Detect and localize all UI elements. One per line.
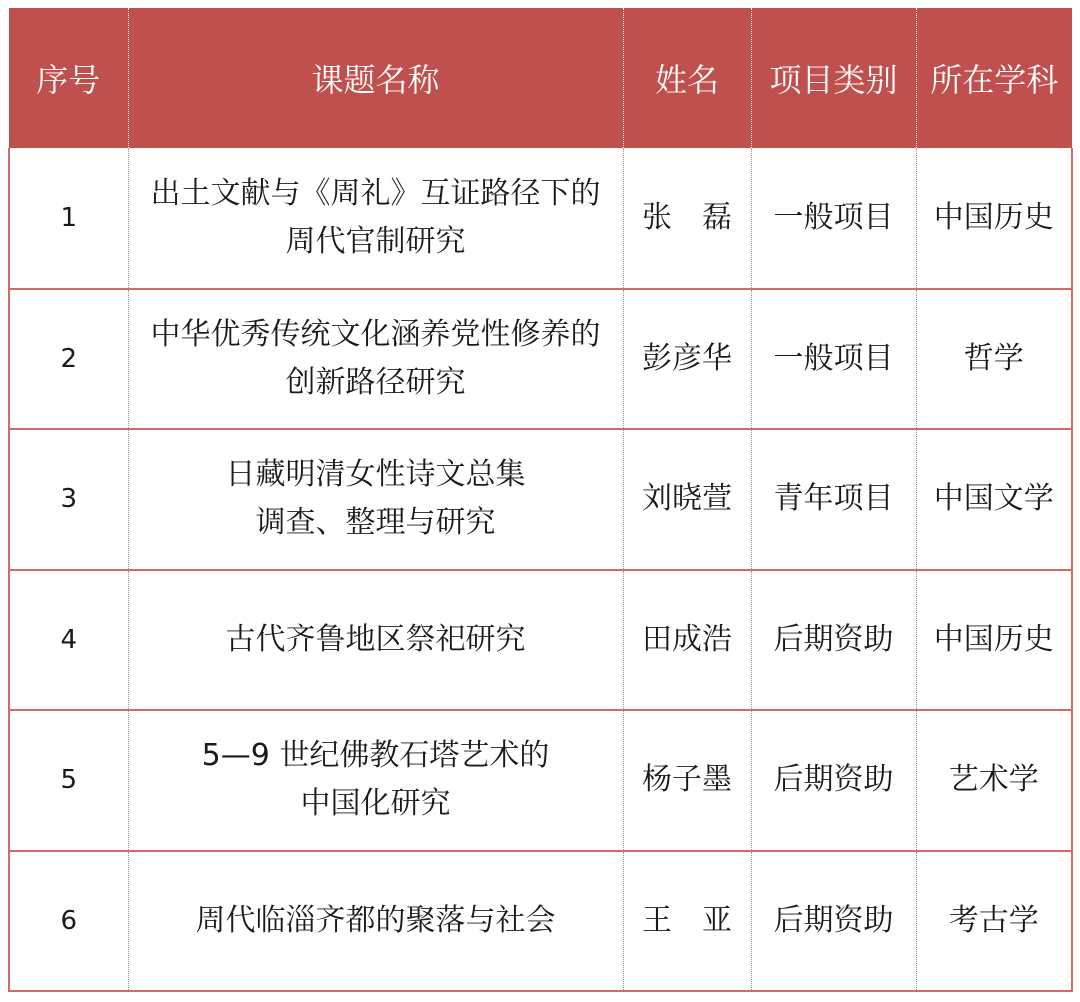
header-row — [9, 8, 1072, 148]
header-subject: 所在学科 — [916, 8, 1072, 148]
row-index: 2 — [9, 289, 128, 430]
row-subject: 考古学 — [916, 851, 1072, 992]
row-title-line: 周代官制研究 — [285, 223, 466, 259]
row-subject: 哲学 — [916, 289, 1072, 430]
row-title-line: 古代齐鲁地区祭祀研究 — [225, 621, 526, 657]
row-name: 王 亚 — [623, 851, 751, 992]
row-title — [128, 570, 623, 711]
row-subject: 中国文学 — [916, 429, 1072, 570]
row-title — [128, 851, 623, 992]
row-category: 一般项目 — [751, 289, 916, 430]
row-subject: 中国历史 — [916, 148, 1072, 289]
row-name: 田成浩 — [623, 570, 751, 711]
row-index: 4 — [9, 570, 128, 711]
table-header — [9, 8, 1072, 148]
row-subject: 中国历史 — [916, 570, 1072, 711]
row-title-line: 中国化研究 — [300, 786, 451, 822]
row-category: 一般项目 — [751, 148, 916, 289]
row-index: 1 — [9, 148, 128, 289]
row-name: 刘晓萱 — [623, 429, 751, 570]
header-index: 序号 — [9, 8, 128, 148]
header-category: 项目类别 — [751, 8, 916, 148]
row-name: 杨子墨 — [623, 710, 751, 851]
row-title-line: 周代临淄齐都的聚落与社会 — [195, 902, 556, 938]
row-title-line: 出土文献与《周礼》互证路径下的 — [150, 175, 601, 211]
header-title: 课题名称 — [128, 8, 623, 148]
row-category: 后期资助 — [751, 851, 916, 992]
project-table — [8, 8, 1073, 992]
row-title-line: 创新路径研究 — [285, 364, 466, 400]
row-category: 后期资助 — [751, 710, 916, 851]
row-title — [128, 148, 623, 289]
project-table-container — [8, 8, 1071, 992]
table-row — [9, 429, 1072, 570]
table-row — [9, 851, 1072, 992]
table-row — [9, 710, 1072, 851]
table-row — [9, 148, 1072, 289]
row-category: 后期资助 — [751, 570, 916, 711]
row-title — [128, 289, 623, 430]
table-body — [9, 148, 1072, 991]
row-title — [128, 710, 623, 851]
row-index: 3 — [9, 429, 128, 570]
row-title — [128, 429, 623, 570]
row-index: 6 — [9, 851, 128, 992]
row-name: 张 磊 — [623, 148, 751, 289]
row-index: 5 — [9, 710, 128, 851]
row-title-line: 调查、整理与研究 — [255, 505, 496, 541]
table-row — [9, 570, 1072, 711]
row-title-line: 中华优秀传统文化涵养党性修养的 — [150, 316, 601, 352]
row-category: 青年项目 — [751, 429, 916, 570]
table-row — [9, 289, 1072, 430]
row-name: 彭彦华 — [623, 289, 751, 430]
row-subject: 艺术学 — [916, 710, 1072, 851]
header-name: 姓名 — [623, 8, 751, 148]
row-title-line: 日藏明清女性诗文总集 — [225, 457, 526, 493]
row-title-line: 5—9 世纪佛教石塔艺术的 — [201, 738, 550, 774]
